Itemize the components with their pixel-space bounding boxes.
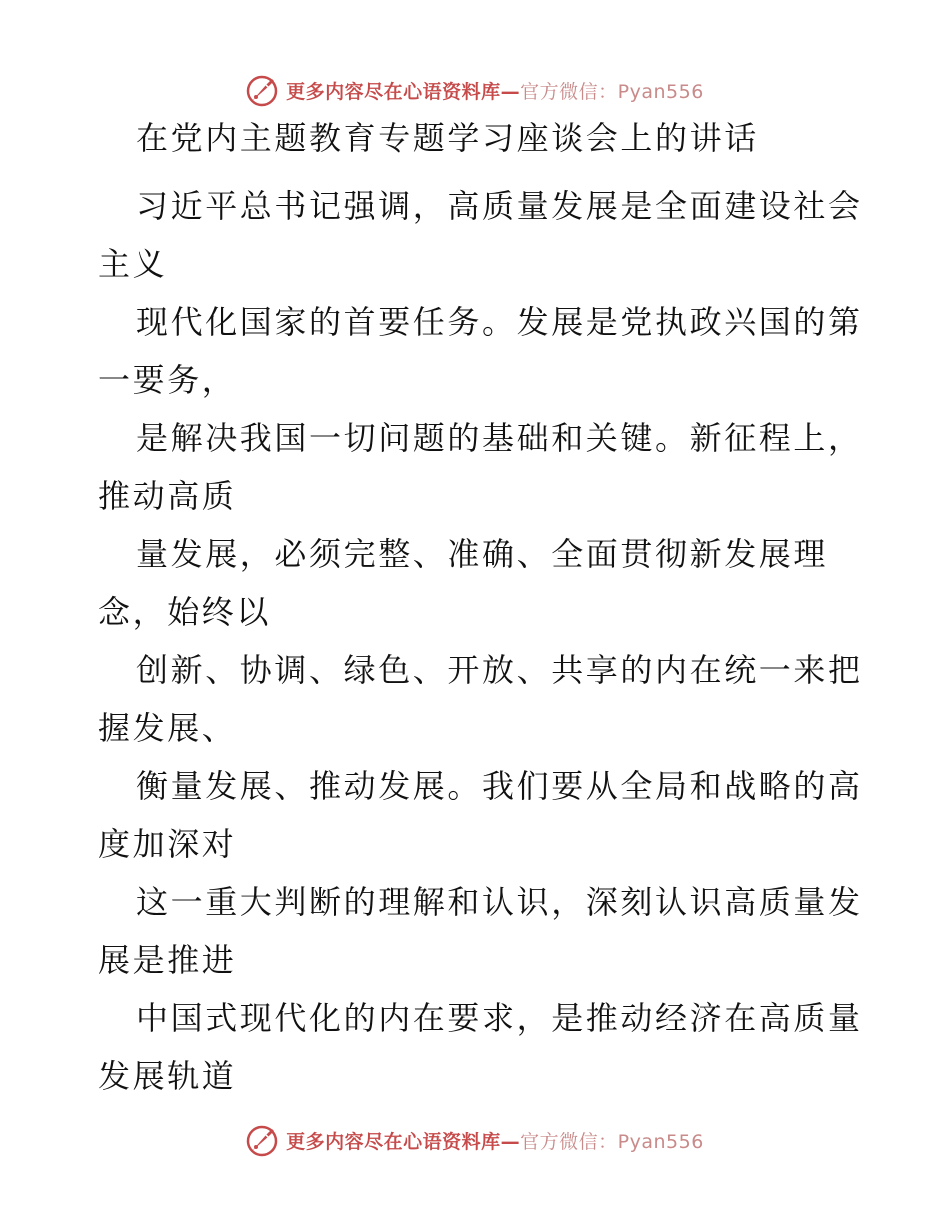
watermark-contact: 官方微信：Pyan556: [520, 1130, 704, 1153]
paragraph-line: 创新、协调、绿色、开放、共享的内在统一来把: [136, 651, 863, 689]
paragraph-line: 衡量发展、推动发展。我们要从全局和战略的高: [136, 767, 863, 805]
paragraph-line: 习近平总书记强调，高质量发展是全面建设社会: [136, 187, 863, 225]
pen-logo-icon: [246, 1123, 280, 1157]
pen-logo-icon: [246, 73, 280, 107]
paragraph-line: 这一重大判断的理解和认识，深刻认识高质量发: [136, 883, 863, 921]
paragraph-line: 现代化国家的首要任务。发展是党执政兴国的第: [136, 303, 863, 341]
paragraph-line: 一要务，: [98, 361, 237, 399]
paragraph-line: 发展轨道: [98, 1057, 237, 1095]
paragraph-line: 主义: [98, 245, 168, 283]
footer-watermark: [0, 1120, 950, 1160]
paragraph-line: 是解决我国一切问题的基础和关键。新征程上，: [136, 419, 863, 457]
paragraph-line: 度加深对: [98, 825, 237, 863]
paragraph-line: 握发展、: [98, 709, 237, 747]
paragraph-line: 量发展，必须完整、准确、全面贯彻新发展理: [136, 535, 829, 573]
paragraph-line: 展是推进: [98, 941, 237, 979]
paragraph-line: 念，始终以: [98, 593, 272, 631]
header-watermark: [0, 70, 950, 110]
watermark-text: 更多内容尽在心语资料库—官方微信：Pyan556: [286, 80, 704, 103]
document-title: 在党内主题教育专题学习座谈会上的讲话: [136, 119, 759, 157]
watermark-contact: 官方微信：Pyan556: [520, 80, 704, 103]
watermark-text: 更多内容尽在心语资料库—官方微信：Pyan556: [286, 1130, 704, 1153]
paragraph-line: 推动高质: [98, 477, 237, 515]
paragraph-line: 中国式现代化的内在要求，是推动经济在高质量: [136, 999, 863, 1037]
